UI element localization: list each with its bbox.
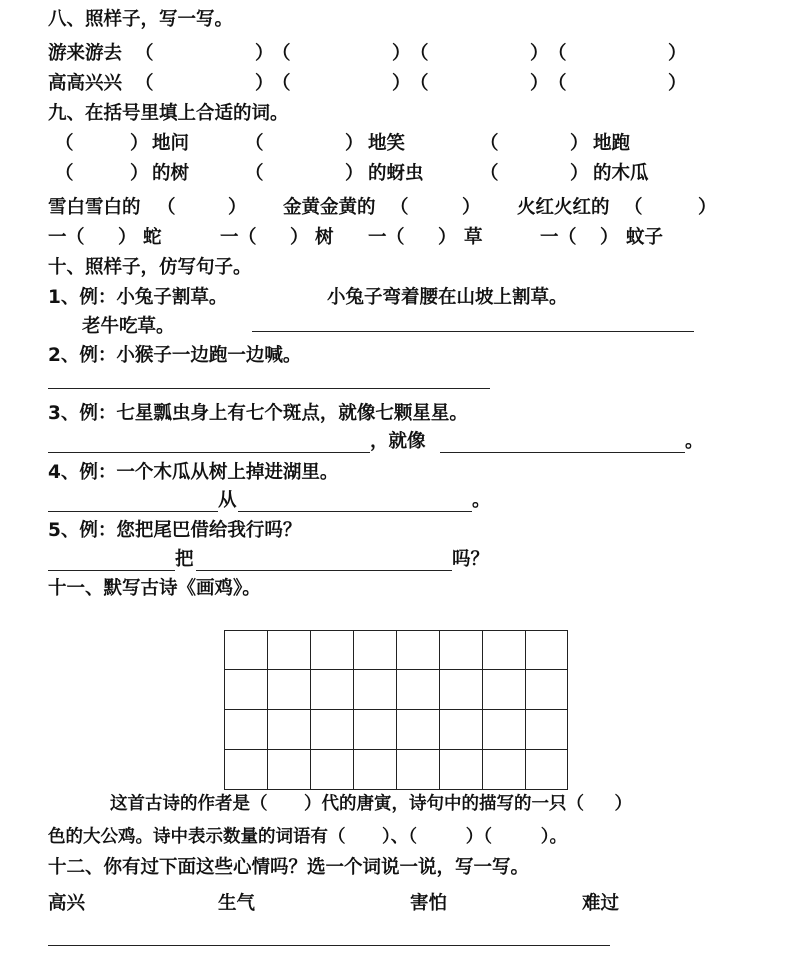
mood-word: 害怕 (410, 893, 448, 914)
answer-line[interactable] (252, 331, 694, 332)
paren-close: ） (668, 73, 687, 94)
paren-close: ） (530, 73, 549, 94)
answer-line[interactable] (48, 452, 370, 453)
paren-close: ） (118, 227, 137, 248)
paren-open: （ (558, 227, 577, 248)
s9-r4-prefix: 一 (540, 227, 559, 248)
paren-close: ） (130, 133, 149, 154)
paren-close: ） (698, 197, 717, 218)
answer-line[interactable] (48, 945, 610, 946)
s9-r4-prefix: 一 (368, 227, 387, 248)
s10-ex1-prompt: 老牛吃草。 (82, 316, 175, 337)
paren-open: （ (624, 197, 643, 218)
paren-close: ） (228, 197, 247, 218)
paren-open: （ (245, 163, 264, 184)
paren-close: ） (392, 73, 411, 94)
answer-line[interactable] (48, 388, 490, 389)
answer-line[interactable] (440, 452, 685, 453)
grid-line (396, 631, 397, 789)
s9-r1-word: 地跑 (593, 133, 631, 154)
grid-line (310, 631, 311, 789)
grid-line (439, 631, 440, 789)
paren-open: （ (135, 43, 154, 64)
poem-writing-grid[interactable] (224, 630, 568, 790)
s9-r2-word: 的树 (152, 163, 190, 184)
s9-r4-prefix: 一 (48, 227, 67, 248)
grid-line (267, 631, 268, 789)
mood-word: 高兴 (48, 893, 86, 914)
paren-open: （ (410, 73, 429, 94)
paren-open: （ (55, 133, 74, 154)
paren-close: ） (255, 43, 274, 64)
paren-open: （ (386, 227, 405, 248)
paren-close: ） (462, 197, 481, 218)
paren-open: （ (272, 73, 291, 94)
paren-open: （ (480, 163, 499, 184)
s8-row1-label: 游来游去 (48, 43, 123, 64)
paren-open: （ (480, 133, 499, 154)
paren-open: （ (66, 227, 85, 248)
s10-ex3-mid: ，就像 (370, 431, 426, 452)
paren-open: （ (410, 43, 429, 64)
paren-open: （ (548, 73, 567, 94)
s10-ex4-end: 。 (472, 490, 491, 511)
s9-r3-word: 金黄金黄的 (283, 197, 376, 218)
answer-line[interactable] (48, 511, 218, 512)
section-12-title: 十二、你有过下面这些心情吗？选一个词说一说，写一写。 (48, 857, 530, 878)
s9-r2-word: 的木瓜 (593, 163, 649, 184)
s10-ex1-answer: 小兔子弯着腰在山坡上割草。 (327, 287, 568, 308)
section-9-title: 九、在括号里填上合适的词。 (48, 103, 289, 124)
s9-r4-word: 树 (315, 227, 334, 248)
paren-close: ） (130, 163, 149, 184)
answer-line[interactable] (196, 570, 452, 571)
grid-line (225, 669, 567, 670)
paren-open: （ (238, 227, 257, 248)
s11-question-line2: 色的大公鸡。诗中表示数量的词语有（ ）、（ ）（ ）。 (48, 827, 568, 847)
section-10-title: 十、照样子，仿写句子。 (48, 257, 252, 278)
s10-ex4-label: 4、例：一个木瓜从树上掉进湖里。 (48, 462, 339, 483)
paren-open: （ (135, 73, 154, 94)
section-11-title: 十一、默写古诗《画鸡》。 (48, 578, 261, 599)
s9-r1-word: 地问 (152, 133, 190, 154)
mood-word: 生气 (218, 893, 256, 914)
s9-r4-prefix: 一 (220, 227, 239, 248)
s10-ex1-label: 1、例：小兔子割草。 (48, 287, 228, 308)
paren-close: ） (570, 133, 589, 154)
s10-ex3-end: 。 (685, 431, 704, 452)
paren-open: （ (55, 163, 74, 184)
s10-ex4-mid: 从 (218, 490, 237, 511)
grid-line (525, 631, 526, 789)
paren-open: （ (245, 133, 264, 154)
s10-ex3-label: 3、例：七星瓢虫身上有七个斑点，就像七颗星星。 (48, 403, 468, 424)
paren-close: ） (668, 43, 687, 64)
paren-close: ） (600, 227, 619, 248)
s10-ex5-mid: 把 (175, 549, 194, 570)
s9-r2-word: 的蚜虫 (368, 163, 424, 184)
answer-line[interactable] (238, 511, 472, 512)
paren-close: ） (290, 227, 309, 248)
s10-ex5-end: 吗？ (452, 549, 490, 570)
grid-line (225, 709, 567, 710)
paren-close: ） (530, 43, 549, 64)
paren-close: ） (255, 73, 274, 94)
s9-r4-word: 蚊子 (626, 227, 664, 248)
s11-question-line1: 这首古诗的作者是（ ）代的唐寅，诗句中的描写的一只（ ） (110, 794, 633, 814)
section-8-title: 八、照样子，写一写。 (48, 9, 234, 30)
paren-open: （ (272, 43, 291, 64)
grid-line (225, 749, 567, 750)
s9-r1-word: 地笑 (368, 133, 406, 154)
paren-close: ） (345, 163, 364, 184)
paren-open: （ (390, 197, 409, 218)
grid-line (482, 631, 483, 789)
paren-close: ） (345, 133, 364, 154)
paren-close: ） (570, 163, 589, 184)
s9-r3-word: 火红火红的 (517, 197, 610, 218)
paren-close: ） (392, 43, 411, 64)
answer-line[interactable] (48, 570, 175, 571)
s9-r3-word: 雪白雪白的 (48, 197, 141, 218)
paren-close: ） (438, 227, 457, 248)
paren-open: （ (157, 197, 176, 218)
s8-row2-label: 高高兴兴 (48, 73, 123, 94)
paren-open: （ (548, 43, 567, 64)
s9-r4-word: 蛇 (143, 227, 162, 248)
s9-r4-word: 草 (464, 227, 483, 248)
grid-line (353, 631, 354, 789)
mood-word: 难过 (582, 893, 620, 914)
s10-ex2-label: 2、例：小猴子一边跑一边喊。 (48, 345, 302, 366)
s10-ex5-label: 5、例：您把尾巴借给我行吗？ (48, 520, 302, 541)
